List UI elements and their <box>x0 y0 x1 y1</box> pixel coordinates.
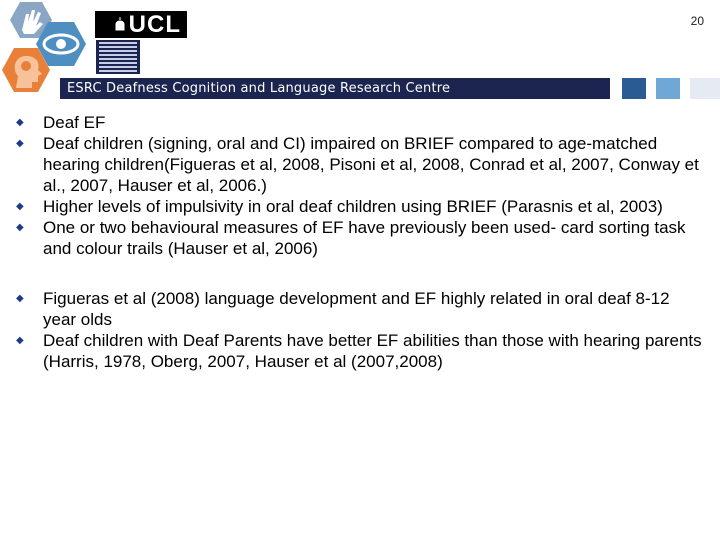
decor-square-light <box>656 78 680 99</box>
list-item <box>16 133 706 196</box>
bullet-text: Deaf children (signing, oral and CI) impaired on BRIEF compared to age-matched hearing children(Figueras et al, 2008, Pisoni et al, 2008, Conrad et al, 2007, Conway et al., 2007, Hauser et al, 2006.) <box>43 134 699 195</box>
list-item <box>16 217 706 259</box>
esrc-logo-icon <box>96 40 140 74</box>
slide-body <box>16 112 706 372</box>
list-item <box>16 288 706 330</box>
bullet-text: Deaf children with Deaf Parents have better EF abilities than those with hearing parents (Harris, 1978, Oberg, 2007, Hauser et al (2007,2008) <box>43 331 702 371</box>
list-item <box>16 330 706 372</box>
list-item <box>16 112 706 133</box>
decor-square-pale <box>690 78 720 99</box>
bullet-text: Higher levels of impulsivity in oral deaf children using BRIEF (Parasnis et al, 2003) <box>43 197 663 216</box>
bullet-diamond-icon: ◆ <box>16 117 24 128</box>
bullet-diamond-icon: ◆ <box>16 138 24 149</box>
bullet-diamond-icon: ◆ <box>16 335 24 346</box>
bullet-text: Deaf EF <box>43 113 106 132</box>
ucl-dome-icon <box>115 17 125 31</box>
bullet-diamond-icon: ◆ <box>16 222 24 233</box>
section-gap <box>16 259 706 288</box>
bullet-diamond-icon: ◆ <box>16 293 24 304</box>
bullet-text: Figueras et al (2008) language development and EF highly related in oral deaf 8-12 year olds <box>43 289 670 329</box>
bullet-text: One or two behavioural measures of EF have previously been used- card sorting task and colour trails (Hauser et al, 2006) <box>43 218 686 258</box>
decor-square-dark <box>622 78 646 99</box>
ucl-logo <box>95 11 187 38</box>
centre-banner: ESRC Deafness Cognition and Language Research Centre <box>60 78 610 99</box>
list-item <box>16 196 706 217</box>
page-number: 20 <box>690 14 704 28</box>
bullet-diamond-icon: ◆ <box>16 201 24 212</box>
ucl-logo-text: UCL <box>128 11 181 38</box>
